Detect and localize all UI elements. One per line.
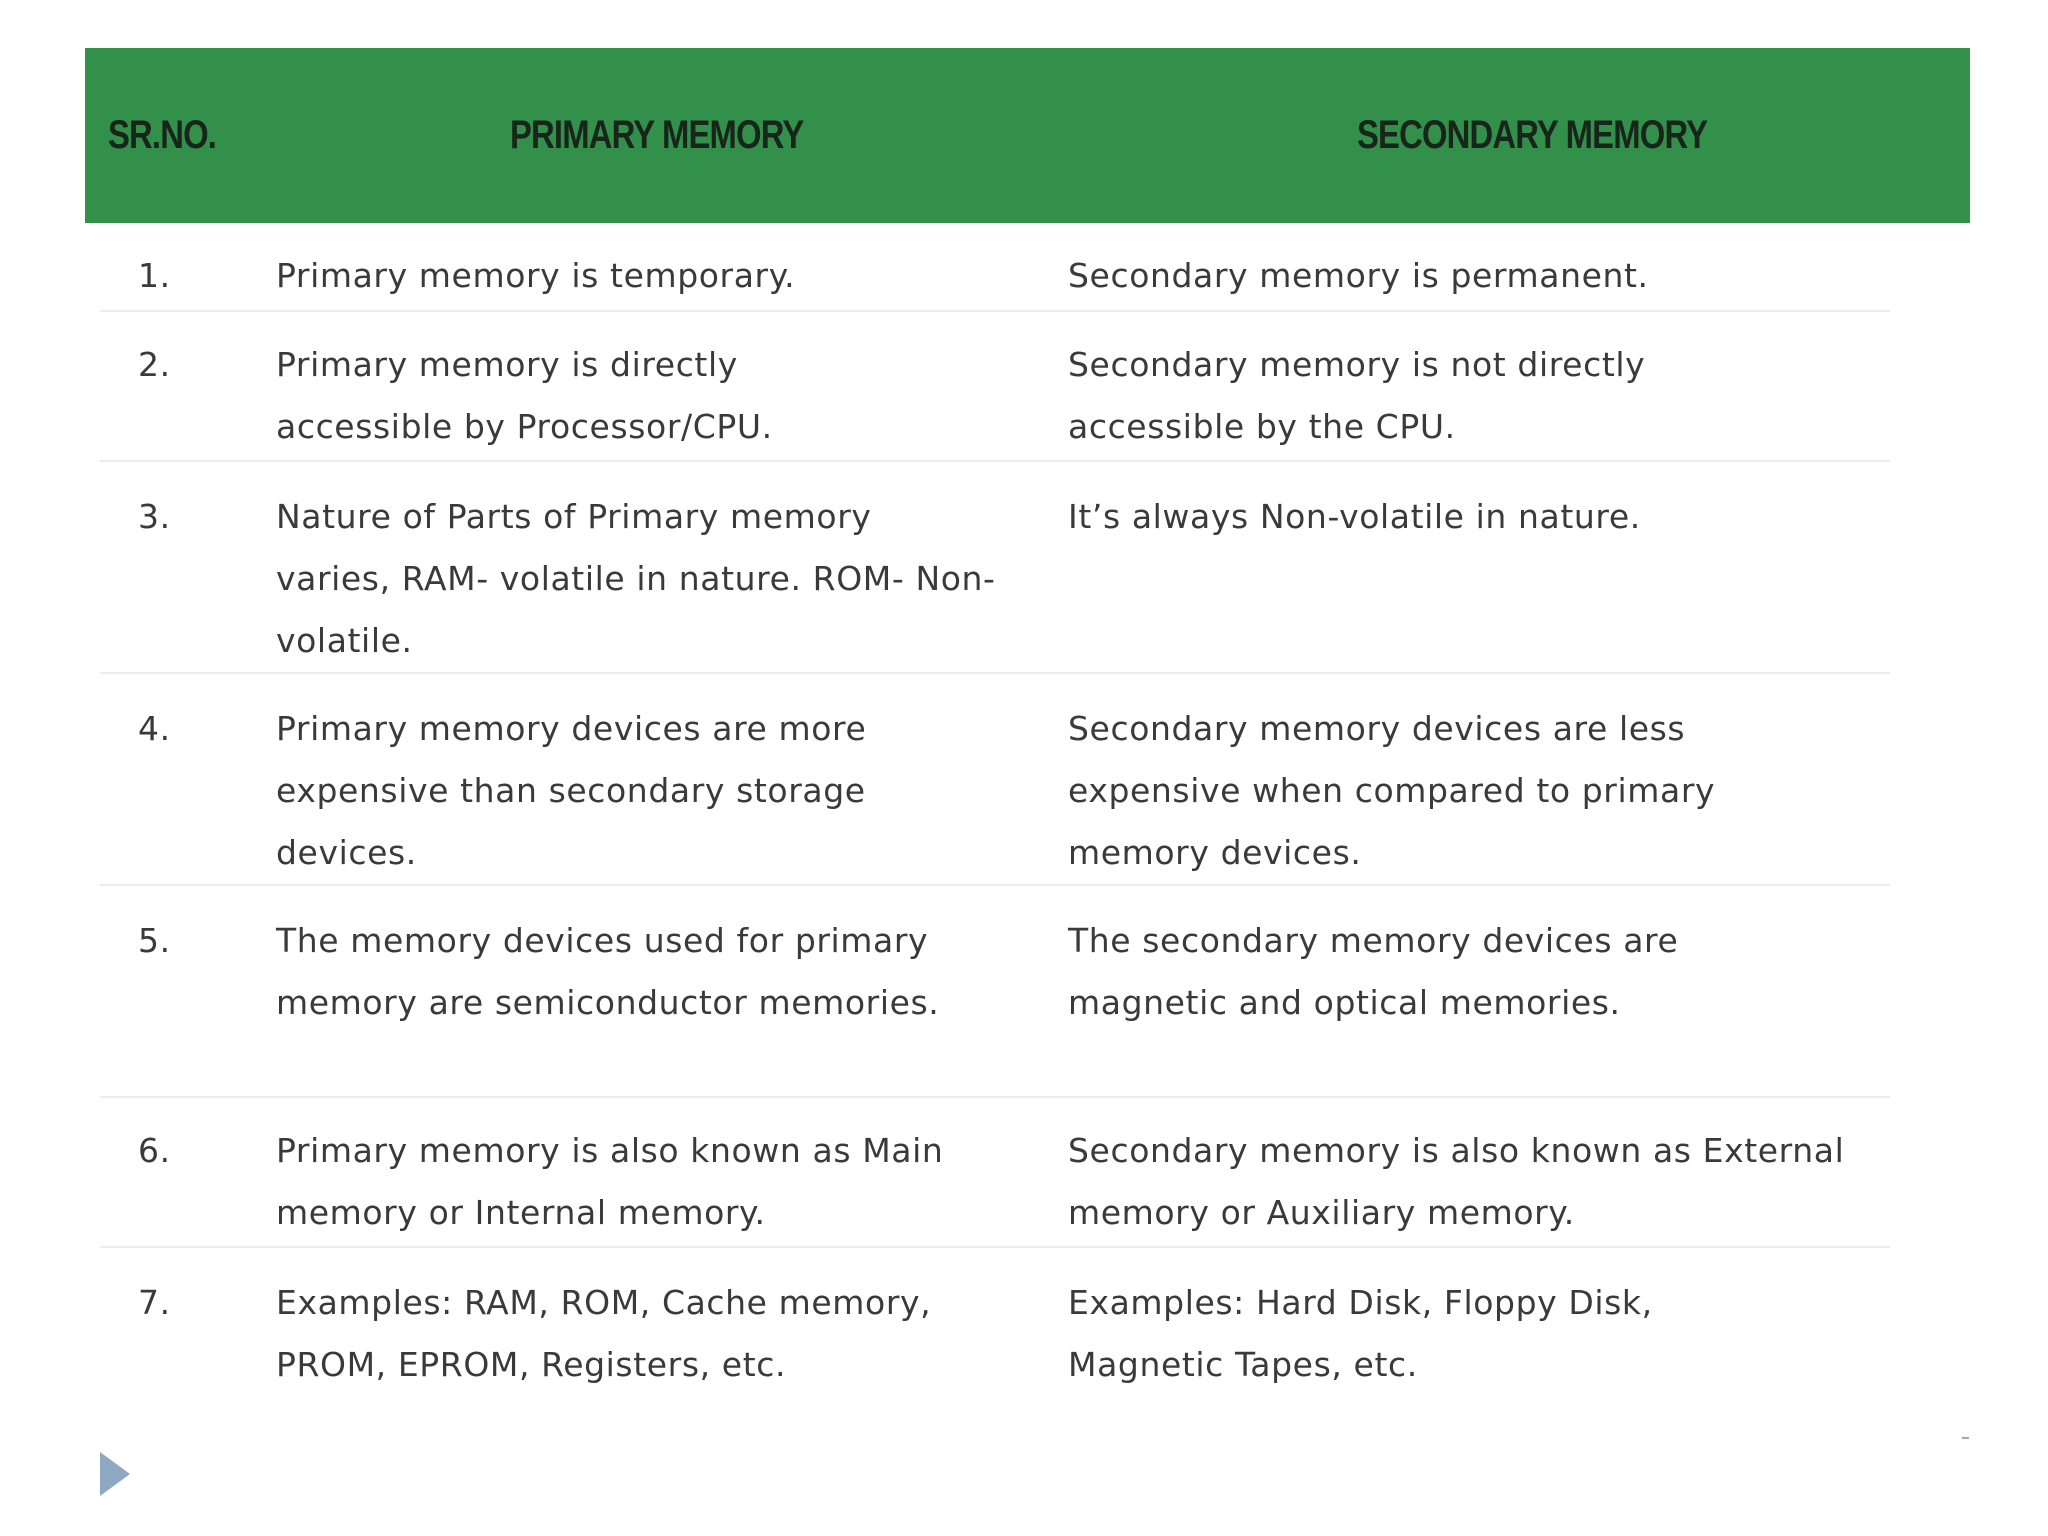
secondary-cell: It’s always Non-volatile in nature. (1068, 497, 1641, 536)
primary-cell: Primary memory is directly accessible by Processor/CPU. (276, 345, 773, 446)
secondary-cell: Secondary memory is also known as External memory or Auxiliary memory. (1068, 1131, 1845, 1232)
row-number: 3. (138, 497, 171, 536)
primary-cell: The memory devices used for primary memory are semiconductor memories. (276, 921, 940, 1022)
table-row (100, 312, 1890, 462)
primary-cell: Primary memory is also known as Main memory or Internal memory. (276, 1131, 944, 1232)
table-row (100, 1098, 1890, 1248)
table-header (85, 48, 1970, 223)
primary-cell: Nature of Parts of Primary memory varies, RAM- volatile in nature. ROM- Non-volatile. (276, 497, 996, 660)
table-row (100, 674, 1890, 886)
primary-cell: Primary memory is temporary. (276, 256, 796, 295)
secondary-cell: Secondary memory devices are less expensive when compared to primary memory devices. (1068, 709, 1716, 872)
row-number: 2. (138, 345, 171, 384)
primary-cell: Primary memory devices are more expensive than secondary storage devices. (276, 709, 867, 872)
divider-mark (1962, 1437, 1969, 1439)
secondary-cell: Secondary memory is permanent. (1068, 256, 1649, 295)
secondary-cell: Secondary memory is not directly accessible by the CPU. (1068, 345, 1646, 446)
header-sr-no: SR.NO. (108, 113, 217, 157)
secondary-cell: Examples: Hard Disk, Floppy Disk, Magnetic Tapes, etc. (1068, 1283, 1653, 1384)
row-number: 5. (138, 921, 171, 960)
row-number: 1. (138, 256, 171, 295)
header-primary-memory: PRIMARY MEMORY (510, 113, 804, 157)
row-number: 7. (138, 1283, 171, 1322)
table-row (100, 1248, 1890, 1460)
table-row (100, 462, 1890, 674)
secondary-cell: The secondary memory devices are magnetic and optical memories. (1068, 921, 1679, 1022)
table-row (100, 886, 1890, 1098)
table-row (100, 223, 1890, 312)
row-number: 6. (138, 1131, 171, 1170)
table-body (100, 223, 1890, 1460)
row-number: 4. (138, 709, 171, 748)
header-secondary-memory: SECONDARY MEMORY (1357, 113, 1708, 157)
triangle-right-icon[interactable] (100, 1452, 130, 1496)
primary-cell: Examples: RAM, ROM, Cache memory, PROM, EPROM, Registers, etc. (276, 1283, 932, 1384)
